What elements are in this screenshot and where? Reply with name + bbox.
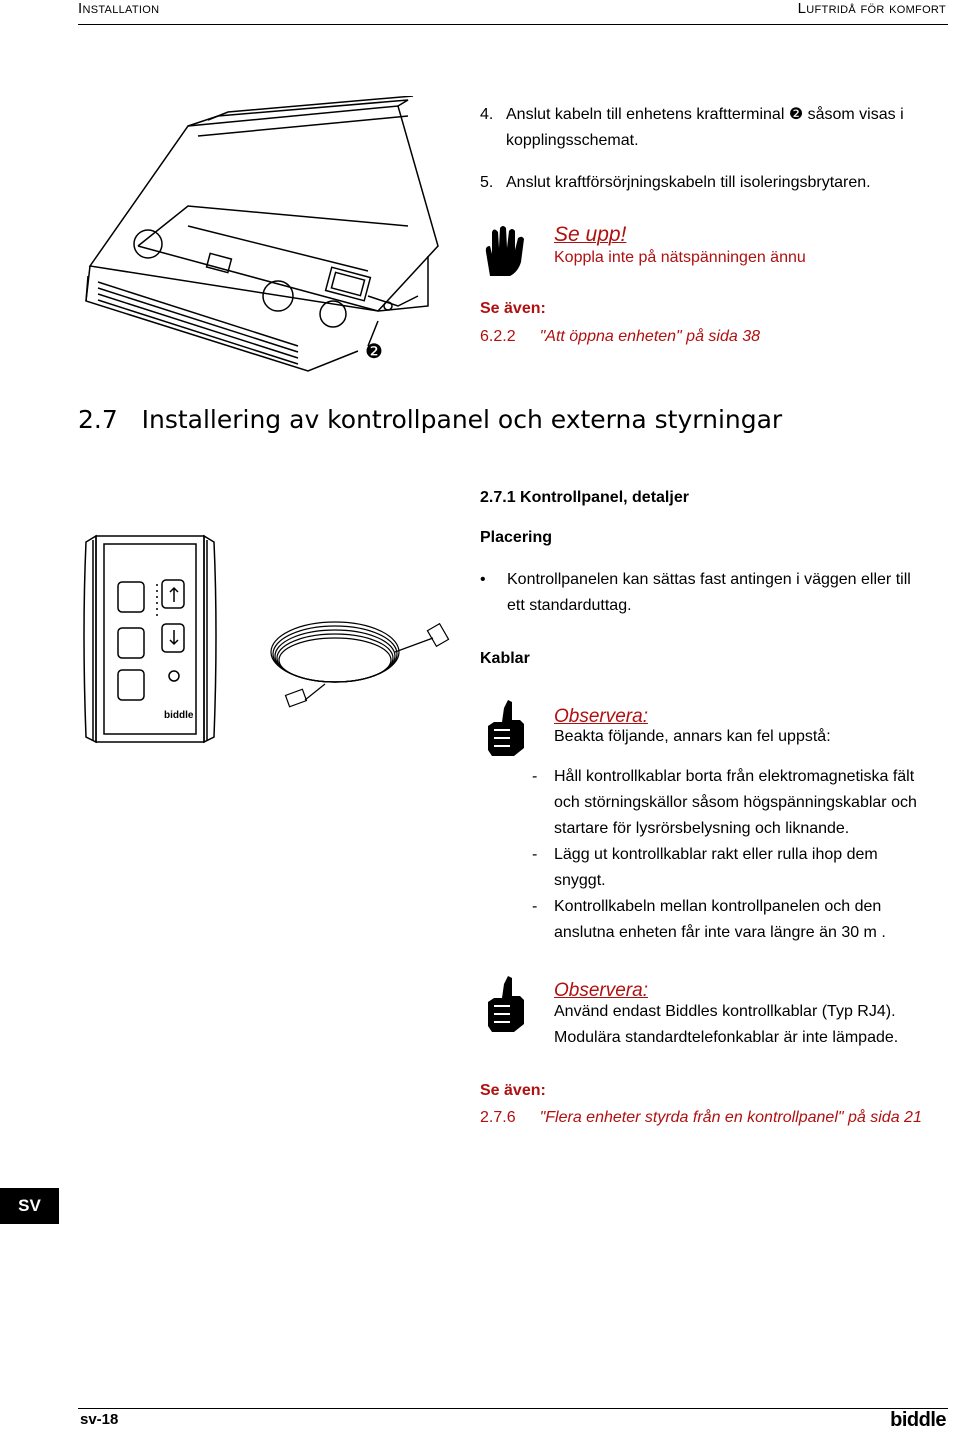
- language-tab: SV: [0, 1188, 59, 1224]
- pointing-hand-icon: [484, 976, 528, 1032]
- unit-callout: ❷: [365, 341, 383, 363]
- note2-line1: Använd endast Biddles kontrollkablar (Typ RJ4).: [554, 1003, 896, 1020]
- subsection-title: 2.7.1 Kontrollpanel, detaljer: [480, 489, 689, 506]
- see-also-link-2[interactable]: [480, 1105, 922, 1131]
- note2-text: [554, 999, 898, 1051]
- step-5-number: 5.: [480, 174, 494, 191]
- header-left: Installation: [78, 0, 160, 17]
- footer-divider: [78, 1408, 948, 1409]
- panel-brand: biddle: [164, 710, 194, 721]
- placering-heading: Placering: [480, 529, 553, 546]
- bullet-line1: Kontrollpanelen kan sättas fast antingen i väggen eller till: [507, 571, 911, 588]
- note2-title: Observera:: [554, 980, 648, 1001]
- list-item: - Håll kontrollkablar borta från elektromagnetiska fält och störningskällor såsom högspänningskablar och startare för lysrörsbelysning och liknande.: [532, 768, 917, 837]
- see-also-link[interactable]: [480, 324, 760, 350]
- see-also-ref-number: 6.2.2: [480, 328, 516, 345]
- step-4-line2: kopplingsschemat.: [506, 132, 639, 149]
- footer-logo: biddle: [890, 1409, 946, 1431]
- cable-illustration: [265, 612, 455, 712]
- pointing-hand-icon: [484, 700, 528, 756]
- header-right: Luftridå för komfort: [797, 0, 946, 17]
- section-title: 2.7 Installering av kontrollpanel och externa styrningar: [78, 405, 783, 434]
- header-divider: [78, 24, 948, 25]
- see-also-ref-text: "Att öppna enheten" på sida 38: [539, 328, 761, 345]
- step-5-line1: Anslut kraftförsörjningskabeln till isoleringsbrytaren.: [506, 174, 871, 191]
- note2-line2: Modulära standardtelefonkablar är inte lämpade.: [554, 1029, 899, 1046]
- step-4-line1: Anslut kabeln till enhetens kraftterminal ❷ såsom visas i: [506, 106, 904, 123]
- unit-illustration: [78, 96, 450, 374]
- section-heading: [78, 405, 782, 434]
- step-4-number: 4.: [480, 106, 494, 123]
- bullet-line2: ett standarduttag.: [507, 597, 632, 614]
- caution-text: Koppla inte på nätspänningen ännu: [554, 249, 806, 266]
- control-panel-illustration: [78, 532, 222, 746]
- step-4: [480, 102, 950, 154]
- see-also-2-ref-text: "Flera enheter styrda från en kontrollpanel" på sida 21: [539, 1109, 922, 1126]
- note1-title: Observera:: [554, 706, 648, 727]
- kablar-heading: Kablar: [480, 650, 530, 667]
- see-also-label: Se även:: [480, 300, 546, 317]
- step-5: [480, 170, 950, 196]
- bullet-icon: •: [480, 571, 486, 588]
- page-number: sv-18: [80, 1411, 119, 1428]
- list-item: - Kontrollkabeln mellan kontrollpanelen och den anslutna enheten får inte vara längre än 30 m .: [532, 898, 886, 941]
- hand-stop-icon: [480, 224, 530, 278]
- see-also-label-2: Se även:: [480, 1082, 546, 1099]
- placering-bullet: [480, 567, 950, 619]
- list-item: - Lägg ut kontrollkablar rakt eller rulla ihop dem snyggt.: [532, 846, 878, 889]
- see-also-2-ref-number: 2.7.6: [480, 1109, 516, 1126]
- dash-list: [532, 764, 952, 946]
- note1-text: Beakta följande, annars kan fel uppstå:: [554, 728, 831, 745]
- caution-title: Se upp!: [554, 223, 627, 246]
